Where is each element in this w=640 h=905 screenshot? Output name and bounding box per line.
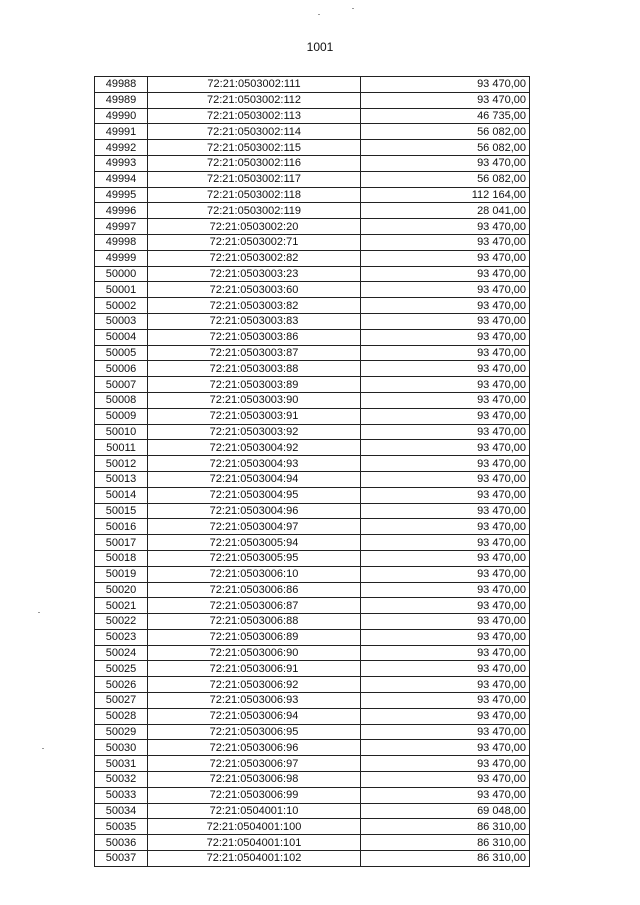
row-number: 50009 bbox=[95, 408, 148, 424]
cadastral-number: 72:21:0503006:94 bbox=[148, 708, 361, 724]
table-row bbox=[95, 803, 530, 819]
row-number: 50001 bbox=[95, 282, 148, 298]
amount-value: 93 470,00 bbox=[361, 535, 530, 551]
row-number: 50035 bbox=[95, 819, 148, 835]
amount-value: 86 310,00 bbox=[361, 851, 530, 867]
table-row bbox=[95, 819, 530, 835]
cadastral-number: 72:21:0503002:117 bbox=[148, 171, 361, 187]
cadastral-number: 72:21:0503006:96 bbox=[148, 740, 361, 756]
cadastral-number: 72:21:0503006:98 bbox=[148, 772, 361, 788]
row-number: 50013 bbox=[95, 471, 148, 487]
amount-value: 93 470,00 bbox=[361, 519, 530, 535]
table-row bbox=[95, 171, 530, 187]
amount-value: 28 041,00 bbox=[361, 203, 530, 219]
cadastral-number: 72:21:0503004:94 bbox=[148, 471, 361, 487]
table-row bbox=[95, 219, 530, 235]
cadastral-number: 72:21:0503006:89 bbox=[148, 629, 361, 645]
row-number: 50032 bbox=[95, 772, 148, 788]
table-row bbox=[95, 787, 530, 803]
row-number: 50005 bbox=[95, 345, 148, 361]
amount-value: 93 470,00 bbox=[361, 582, 530, 598]
table-row bbox=[95, 835, 530, 851]
amount-value: 46 735,00 bbox=[361, 108, 530, 124]
table-row bbox=[95, 708, 530, 724]
row-number: 49997 bbox=[95, 219, 148, 235]
cadastral-number: 72:21:0503002:116 bbox=[148, 155, 361, 171]
row-number: 50008 bbox=[95, 392, 148, 408]
row-number: 49992 bbox=[95, 140, 148, 156]
amount-value: 93 470,00 bbox=[361, 329, 530, 345]
table-row bbox=[95, 92, 530, 108]
table-row bbox=[95, 535, 530, 551]
row-number: 50010 bbox=[95, 424, 148, 440]
row-number: 50011 bbox=[95, 440, 148, 456]
amount-value: 93 470,00 bbox=[361, 440, 530, 456]
cadastral-number: 72:21:0503002:112 bbox=[148, 92, 361, 108]
amount-value: 93 470,00 bbox=[361, 471, 530, 487]
cadastral-number: 72:21:0503003:90 bbox=[148, 392, 361, 408]
table-row bbox=[95, 550, 530, 566]
row-number: 49991 bbox=[95, 124, 148, 140]
table-row bbox=[95, 282, 530, 298]
amount-value: 93 470,00 bbox=[361, 250, 530, 266]
cadastral-number: 72:21:0503004:96 bbox=[148, 503, 361, 519]
row-number: 50012 bbox=[95, 456, 148, 472]
cadastral-number: 72:21:0503002:114 bbox=[148, 124, 361, 140]
row-number: 49993 bbox=[95, 155, 148, 171]
cadastral-number: 72:21:0503003:92 bbox=[148, 424, 361, 440]
cadastral-number: 72:21:0503002:82 bbox=[148, 250, 361, 266]
scan-speck bbox=[352, 8, 354, 9]
table-row bbox=[95, 487, 530, 503]
amount-value: 93 470,00 bbox=[361, 550, 530, 566]
scan-speck bbox=[38, 612, 40, 613]
amount-value: 93 470,00 bbox=[361, 345, 530, 361]
data-table bbox=[94, 76, 530, 867]
row-number: 50023 bbox=[95, 629, 148, 645]
cadastral-number: 72:21:0503003:87 bbox=[148, 345, 361, 361]
table-row bbox=[95, 345, 530, 361]
scan-speck bbox=[318, 14, 320, 15]
amount-value: 93 470,00 bbox=[361, 614, 530, 630]
amount-value: 56 082,00 bbox=[361, 124, 530, 140]
table-row bbox=[95, 519, 530, 535]
row-number: 50027 bbox=[95, 693, 148, 709]
cadastral-number: 72:21:0503003:88 bbox=[148, 361, 361, 377]
cadastral-number: 72:21:0503003:86 bbox=[148, 329, 361, 345]
row-number: 49990 bbox=[95, 108, 148, 124]
row-number: 50029 bbox=[95, 724, 148, 740]
row-number: 50015 bbox=[95, 503, 148, 519]
table-row bbox=[95, 424, 530, 440]
row-number: 49995 bbox=[95, 187, 148, 203]
cadastral-number: 72:21:0504001:100 bbox=[148, 819, 361, 835]
amount-value: 93 470,00 bbox=[361, 598, 530, 614]
amount-value: 93 470,00 bbox=[361, 645, 530, 661]
table-row bbox=[95, 440, 530, 456]
amount-value: 93 470,00 bbox=[361, 772, 530, 788]
cadastral-number: 72:21:0503006:10 bbox=[148, 566, 361, 582]
cadastral-number: 72:21:0503006:93 bbox=[148, 693, 361, 709]
row-number: 49996 bbox=[95, 203, 148, 219]
table-row bbox=[95, 693, 530, 709]
table-row bbox=[95, 471, 530, 487]
amount-value: 93 470,00 bbox=[361, 661, 530, 677]
cadastral-number: 72:21:0503003:89 bbox=[148, 377, 361, 393]
row-number: 50022 bbox=[95, 614, 148, 630]
amount-value: 93 470,00 bbox=[361, 392, 530, 408]
table-row bbox=[95, 582, 530, 598]
table-row bbox=[95, 266, 530, 282]
table-row bbox=[95, 140, 530, 156]
amount-value: 93 470,00 bbox=[361, 756, 530, 772]
amount-value: 93 470,00 bbox=[361, 677, 530, 693]
cadastral-number: 72:21:0503004:93 bbox=[148, 456, 361, 472]
row-number: 49988 bbox=[95, 77, 148, 93]
amount-value: 93 470,00 bbox=[361, 724, 530, 740]
amount-value: 93 470,00 bbox=[361, 77, 530, 93]
table-row bbox=[95, 614, 530, 630]
cadastral-number: 72:21:0503002:20 bbox=[148, 219, 361, 235]
row-number: 50003 bbox=[95, 313, 148, 329]
table-row bbox=[95, 234, 530, 250]
amount-value: 93 470,00 bbox=[361, 740, 530, 756]
table-row bbox=[95, 108, 530, 124]
table-row bbox=[95, 392, 530, 408]
row-number: 50024 bbox=[95, 645, 148, 661]
row-number: 50031 bbox=[95, 756, 148, 772]
row-number: 50000 bbox=[95, 266, 148, 282]
amount-value: 93 470,00 bbox=[361, 266, 530, 282]
scan-speck bbox=[42, 748, 44, 749]
cadastral-number: 72:21:0503002:115 bbox=[148, 140, 361, 156]
page-number: 1001 bbox=[306, 40, 334, 54]
row-number: 50028 bbox=[95, 708, 148, 724]
cadastral-number: 72:21:0503006:86 bbox=[148, 582, 361, 598]
table-row bbox=[95, 677, 530, 693]
cadastral-number: 72:21:0503002:113 bbox=[148, 108, 361, 124]
table-row bbox=[95, 851, 530, 867]
cadastral-number: 72:21:0504001:10 bbox=[148, 803, 361, 819]
cadastral-number: 72:21:0503003:60 bbox=[148, 282, 361, 298]
row-number: 50019 bbox=[95, 566, 148, 582]
table-row bbox=[95, 155, 530, 171]
cadastral-number: 72:21:0503005:95 bbox=[148, 550, 361, 566]
row-number: 50037 bbox=[95, 851, 148, 867]
table-row bbox=[95, 329, 530, 345]
row-number: 50016 bbox=[95, 519, 148, 535]
cadastral-number: 72:21:0503003:23 bbox=[148, 266, 361, 282]
cadastral-number: 72:21:0503002:111 bbox=[148, 77, 361, 93]
cadastral-number: 72:21:0503006:92 bbox=[148, 677, 361, 693]
cadastral-number: 72:21:0503003:82 bbox=[148, 298, 361, 314]
amount-value: 93 470,00 bbox=[361, 361, 530, 377]
table-row bbox=[95, 740, 530, 756]
row-number: 50020 bbox=[95, 582, 148, 598]
cadastral-number: 72:21:0503003:91 bbox=[148, 408, 361, 424]
cadastral-number: 72:21:0503006:97 bbox=[148, 756, 361, 772]
amount-value: 93 470,00 bbox=[361, 424, 530, 440]
row-number: 50026 bbox=[95, 677, 148, 693]
cadastral-number: 72:21:0503006:88 bbox=[148, 614, 361, 630]
amount-value: 93 470,00 bbox=[361, 234, 530, 250]
amount-value: 93 470,00 bbox=[361, 487, 530, 503]
amount-value: 93 470,00 bbox=[361, 708, 530, 724]
amount-value: 112 164,00 bbox=[361, 187, 530, 203]
cadastral-number: 72:21:0503002:71 bbox=[148, 234, 361, 250]
cadastral-number: 72:21:0503006:99 bbox=[148, 787, 361, 803]
cadastral-number: 72:21:0503003:83 bbox=[148, 313, 361, 329]
row-number: 50018 bbox=[95, 550, 148, 566]
row-number: 50004 bbox=[95, 329, 148, 345]
table-row bbox=[95, 645, 530, 661]
cadastral-number: 72:21:0504001:101 bbox=[148, 835, 361, 851]
cadastral-number: 72:21:0503006:95 bbox=[148, 724, 361, 740]
amount-value: 93 470,00 bbox=[361, 629, 530, 645]
row-number: 49999 bbox=[95, 250, 148, 266]
amount-value: 93 470,00 bbox=[361, 787, 530, 803]
amount-value: 93 470,00 bbox=[361, 155, 530, 171]
row-number: 49998 bbox=[95, 234, 148, 250]
row-number: 50006 bbox=[95, 361, 148, 377]
table-row bbox=[95, 361, 530, 377]
amount-value: 93 470,00 bbox=[361, 92, 530, 108]
row-number: 50002 bbox=[95, 298, 148, 314]
table-row bbox=[95, 661, 530, 677]
row-number: 49989 bbox=[95, 92, 148, 108]
row-number: 49994 bbox=[95, 171, 148, 187]
amount-value: 93 470,00 bbox=[361, 313, 530, 329]
row-number: 50007 bbox=[95, 377, 148, 393]
row-number: 50034 bbox=[95, 803, 148, 819]
table-row bbox=[95, 203, 530, 219]
amount-value: 93 470,00 bbox=[361, 377, 530, 393]
table-row bbox=[95, 408, 530, 424]
table-row bbox=[95, 756, 530, 772]
amount-value: 93 470,00 bbox=[361, 503, 530, 519]
amount-value: 56 082,00 bbox=[361, 171, 530, 187]
cadastral-number: 72:21:0503004:97 bbox=[148, 519, 361, 535]
table-row bbox=[95, 313, 530, 329]
table-row bbox=[95, 772, 530, 788]
row-number: 50036 bbox=[95, 835, 148, 851]
table-row bbox=[95, 187, 530, 203]
table-row bbox=[95, 77, 530, 93]
table-row bbox=[95, 377, 530, 393]
amount-value: 93 470,00 bbox=[361, 456, 530, 472]
cadastral-number: 72:21:0503005:94 bbox=[148, 535, 361, 551]
row-number: 50014 bbox=[95, 487, 148, 503]
row-number: 50017 bbox=[95, 535, 148, 551]
amount-value: 93 470,00 bbox=[361, 408, 530, 424]
amount-value: 93 470,00 bbox=[361, 693, 530, 709]
cadastral-number: 72:21:0503006:87 bbox=[148, 598, 361, 614]
amount-value: 93 470,00 bbox=[361, 566, 530, 582]
cadastral-number: 72:21:0503004:92 bbox=[148, 440, 361, 456]
amount-value: 93 470,00 bbox=[361, 298, 530, 314]
amount-value: 86 310,00 bbox=[361, 819, 530, 835]
table-row bbox=[95, 503, 530, 519]
table-row bbox=[95, 456, 530, 472]
table-row bbox=[95, 598, 530, 614]
amount-value: 86 310,00 bbox=[361, 835, 530, 851]
row-number: 50025 bbox=[95, 661, 148, 677]
table-row bbox=[95, 566, 530, 582]
table-body bbox=[95, 77, 530, 867]
table-row bbox=[95, 124, 530, 140]
row-number: 50021 bbox=[95, 598, 148, 614]
cadastral-number: 72:21:0503002:119 bbox=[148, 203, 361, 219]
amount-value: 69 048,00 bbox=[361, 803, 530, 819]
amount-value: 56 082,00 bbox=[361, 140, 530, 156]
table-row bbox=[95, 250, 530, 266]
cadastral-number: 72:21:0503006:91 bbox=[148, 661, 361, 677]
row-number: 50030 bbox=[95, 740, 148, 756]
table-row bbox=[95, 629, 530, 645]
cadastral-number: 72:21:0503006:90 bbox=[148, 645, 361, 661]
table-row bbox=[95, 724, 530, 740]
cadastral-number: 72:21:0503002:118 bbox=[148, 187, 361, 203]
row-number: 50033 bbox=[95, 787, 148, 803]
amount-value: 93 470,00 bbox=[361, 219, 530, 235]
table-row bbox=[95, 298, 530, 314]
cadastral-number: 72:21:0504001:102 bbox=[148, 851, 361, 867]
cadastral-number: 72:21:0503004:95 bbox=[148, 487, 361, 503]
amount-value: 93 470,00 bbox=[361, 282, 530, 298]
